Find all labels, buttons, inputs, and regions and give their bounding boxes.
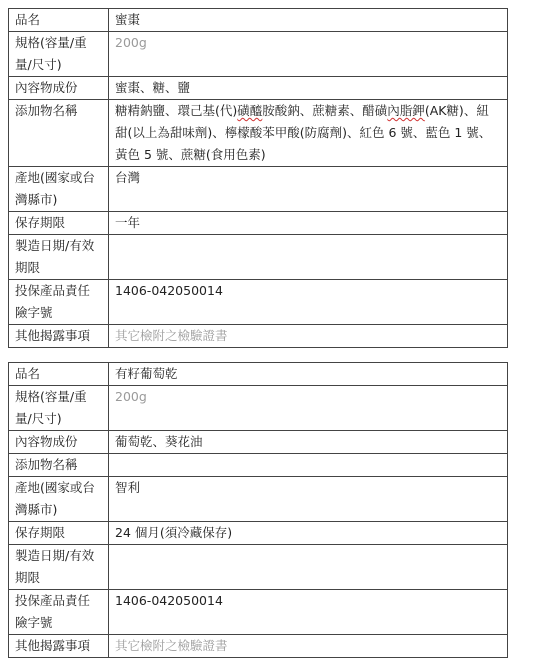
row-value-origin: 台灣 [109,167,508,212]
row-label-additives: 添加物名稱 [9,100,109,167]
table-row [9,212,508,235]
row-value-additives [109,454,508,477]
row-value-spec: 200g [109,32,508,77]
table-row [9,167,508,212]
row-label-content: 內容物成份 [9,77,109,100]
row-value-content: 葡萄乾、葵花油 [109,431,508,454]
row-label-spec: 規格(容量/重量/尺寸) [9,386,109,431]
row-label-additives: 添加物名稱 [9,454,109,477]
row-label-origin: 產地(國家或台灣縣市) [9,477,109,522]
row-label-insurance: 投保產品責任險字號 [9,280,109,325]
table-row [9,477,508,522]
table-row [9,325,508,348]
product-spec-table-2 [8,362,508,658]
additives-text-e: (AK糖)、紐甜(以上為甜味劑)、檸檬酸苯甲酸(防腐劑)、紅色 6 號、藍色 1 號、黃色 5 號、蔗糖(食用色素) [115,103,492,162]
additives-text-d: 內脂鉀 [387,103,425,118]
row-value-name: 蜜棗 [109,9,508,32]
table-row [9,100,508,167]
row-value-shelf-life: 一年 [109,212,508,235]
table-row [9,635,508,658]
row-label-name: 品名 [9,9,109,32]
table-row [9,363,508,386]
table-row [9,431,508,454]
table-row [9,32,508,77]
table-row [9,280,508,325]
row-value-insurance: 1406-042050014 [109,590,508,635]
row-value-origin: 智利 [109,477,508,522]
table-row [9,386,508,431]
row-value-content: 蜜棗、糖、鹽 [109,77,508,100]
row-value-other: 其它檢附之檢驗證書 [109,635,508,658]
additives-text-a: 糖精鈉鹽、環己基(代) [115,103,238,118]
row-value-additives [109,100,508,167]
row-value-shelf-life: 24 個月(須冷藏保存) [109,522,508,545]
row-label-shelf-life: 保存期限 [9,522,109,545]
table-row [9,9,508,32]
row-label-shelf-life: 保存期限 [9,212,109,235]
product-spec-table-1 [8,8,508,348]
table-row [9,235,508,280]
row-label-origin: 產地(國家或台灣縣市) [9,167,109,212]
row-value-insurance: 1406-042050014 [109,280,508,325]
row-value-other: 其它檢附之檢驗證書 [109,325,508,348]
table-row [9,545,508,590]
row-label-content: 內容物成份 [9,431,109,454]
table-row [9,454,508,477]
row-value-mfg-date [109,235,508,280]
row-label-name: 品名 [9,363,109,386]
additives-text-b: 磺醯 [237,103,263,118]
row-label-mfg-date: 製造日期/有效期限 [9,235,109,280]
row-label-mfg-date: 製造日期/有效期限 [9,545,109,590]
row-value-name: 有籽葡萄乾 [109,363,508,386]
row-value-spec: 200g [109,386,508,431]
table-row [9,77,508,100]
table-row [9,590,508,635]
row-label-other: 其他揭露事項 [9,325,109,348]
row-value-mfg-date [109,545,508,590]
row-label-insurance: 投保產品責任險字號 [9,590,109,635]
row-label-other: 其他揭露事項 [9,635,109,658]
row-label-spec: 規格(容量/重量/尺寸) [9,32,109,77]
additives-text-c: 胺酸鈉、蔗糖素、醋磺 [262,103,388,118]
table-row [9,522,508,545]
